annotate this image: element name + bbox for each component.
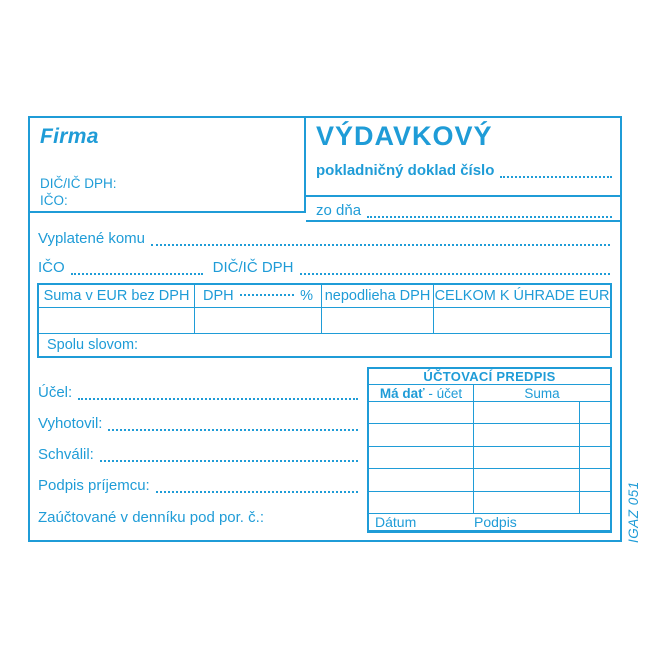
accounting-cell bbox=[474, 492, 580, 514]
header-divider-line bbox=[306, 195, 620, 197]
accounting-cell bbox=[580, 492, 610, 514]
amount-column-header: Suma bbox=[474, 385, 610, 402]
purpose-row bbox=[38, 384, 360, 403]
amount-cell-total bbox=[434, 308, 610, 334]
expense-voucher-form bbox=[28, 116, 622, 542]
paid-to-row bbox=[38, 230, 612, 249]
debit-label-rest: - účet bbox=[424, 385, 463, 401]
accounting-date-label: Dátum bbox=[375, 513, 417, 530]
accounting-cell bbox=[474, 469, 580, 491]
approved-by-row bbox=[38, 446, 360, 465]
accounting-cell bbox=[474, 447, 580, 469]
payee-ico-fill-line bbox=[71, 259, 203, 275]
approved-by-fill-line bbox=[100, 446, 358, 462]
vat-rate-fill-line bbox=[240, 294, 294, 296]
accounting-cell bbox=[580, 469, 610, 491]
prepared-by-fill-line bbox=[108, 415, 358, 431]
company-id-label: IČO: bbox=[40, 193, 68, 208]
total-in-words-label: Spolu slovom: bbox=[47, 337, 139, 353]
paid-to-label: Vyplatené komu bbox=[38, 230, 146, 247]
amount-header-vat bbox=[195, 285, 322, 308]
date-label: zo dňa bbox=[316, 202, 362, 219]
form-title: VÝDAVKOVÝ bbox=[316, 121, 493, 151]
amount-header-total: CELKOM K ÚHRADE EUR bbox=[434, 285, 610, 308]
accounting-table bbox=[367, 367, 612, 533]
date-fill-line bbox=[367, 202, 612, 218]
company-box bbox=[30, 118, 306, 213]
journal-entry-row bbox=[38, 509, 360, 528]
accounting-cell bbox=[369, 492, 474, 514]
journal-entry-label: Zaúčtované v denníku pod por. č.: bbox=[38, 509, 264, 526]
document-title-box bbox=[306, 118, 620, 222]
accounting-cell bbox=[474, 424, 580, 446]
company-label: Firma bbox=[40, 125, 99, 148]
vat-id-label: DIČ/IČ DPH: bbox=[40, 176, 117, 191]
accounting-cell bbox=[580, 424, 610, 446]
payee-dic-label: DIČ/IČ DPH bbox=[212, 259, 294, 276]
amount-header-no-vat: nepodlieha DPH bbox=[322, 285, 434, 308]
document-number-fill-line bbox=[500, 162, 612, 178]
date-signature-row bbox=[369, 514, 610, 531]
amount-table bbox=[37, 283, 612, 358]
accounting-table-title: ÚČTOVACÍ PREDPIS bbox=[369, 369, 610, 385]
accounting-cell bbox=[369, 469, 474, 491]
accounting-cell bbox=[369, 447, 474, 469]
document-date-row bbox=[316, 202, 614, 221]
accounting-cell bbox=[580, 447, 610, 469]
prepared-by-row bbox=[38, 415, 360, 434]
form-code: IGAZ 051 bbox=[626, 481, 641, 543]
payee-ids-row bbox=[38, 259, 612, 278]
accounting-cell bbox=[580, 402, 610, 424]
recipient-signature-row bbox=[38, 477, 360, 496]
accounting-cell bbox=[369, 402, 474, 424]
recipient-signature-label: Podpis príjemcu: bbox=[38, 477, 150, 494]
amount-header-sum-no-vat: Suma v EUR bez DPH bbox=[39, 285, 195, 308]
accounting-cell bbox=[369, 424, 474, 446]
payee-ico-label: IČO bbox=[38, 259, 65, 276]
debit-label-bold: Má dať bbox=[379, 385, 425, 401]
debit-account-header bbox=[369, 385, 474, 402]
form-subtitle: pokladničný doklad číslo bbox=[316, 162, 495, 179]
document-number-row bbox=[316, 162, 614, 181]
vat-suffix-label: % bbox=[300, 288, 313, 304]
vat-prefix-label: DPH bbox=[203, 288, 234, 304]
accounting-cell bbox=[474, 402, 580, 424]
paid-to-fill-line bbox=[151, 230, 610, 246]
payee-dic-fill-line bbox=[300, 259, 610, 275]
recipient-signature-fill-line bbox=[156, 477, 358, 493]
accounting-signature-label: Podpis bbox=[474, 513, 517, 530]
purpose-fill-line bbox=[78, 384, 358, 400]
amount-cell-vat bbox=[195, 308, 322, 334]
prepared-by-label: Vyhotovil: bbox=[38, 415, 103, 432]
purpose-label: Účel: bbox=[38, 384, 73, 401]
amount-cell-sum-no-vat bbox=[39, 308, 195, 334]
amount-cell-no-vat bbox=[322, 308, 434, 334]
approved-by-label: Schválil: bbox=[38, 446, 94, 463]
